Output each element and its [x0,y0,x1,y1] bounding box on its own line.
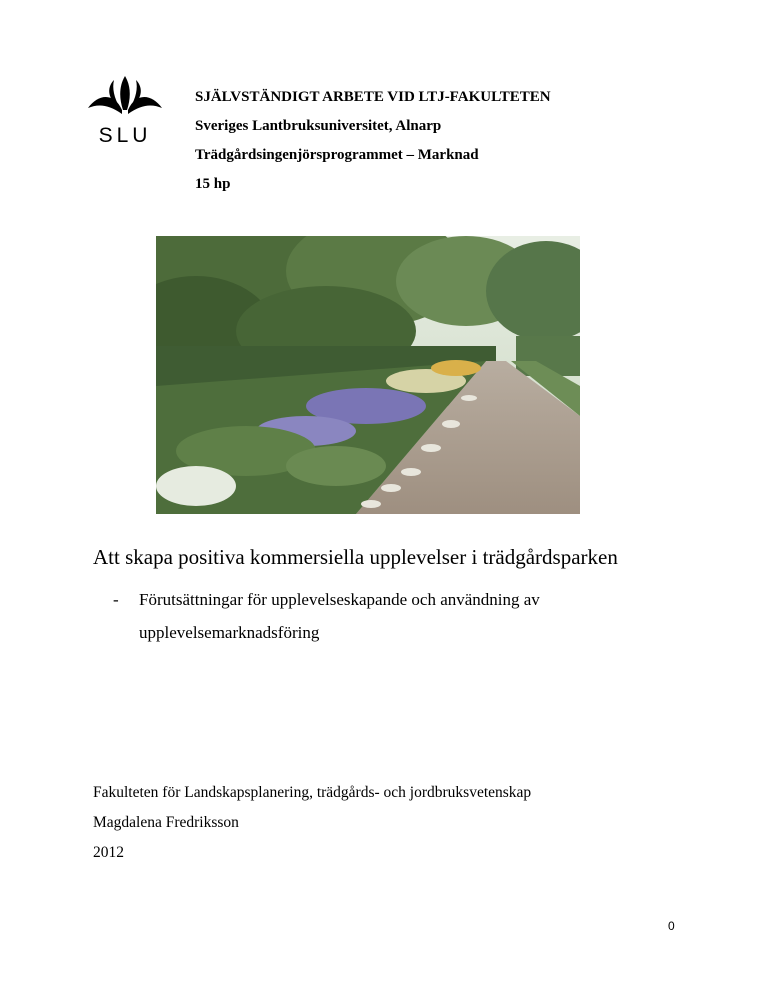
faculty-name: Fakulteten för Landskapsplanering, trädgårds- och jordbruksvetenskap [93,784,532,801]
header-programme-line: Trädgårdsingenjörsprogrammet – Marknad [195,147,479,163]
header-faculty-line: SJÄLVSTÄNDIGT ARBETE VID LTJ-FAKULTETEN [195,89,551,105]
logo-text: SLU [98,124,152,147]
subtitle-line-2: upplevelsemarknadsföring [139,623,320,642]
subtitle-dash: - [113,590,119,609]
garden-path-photo [156,236,580,514]
page-number: 0 [668,919,675,933]
author-name: Magdalena Fredriksson [93,814,239,831]
header-credits-line: 15 hp [195,176,231,192]
thesis-subtitle [93,583,540,649]
slu-leaf-logo-icon [86,74,164,124]
subtitle-line-1: Förutsättningar för upplevelseskapande och användning av [139,590,540,609]
publication-year: 2012 [93,844,124,861]
thesis-title: Att skapa positiva kommersiella upplevelser i trädgårdsparken [93,545,618,569]
footer-block [93,778,531,868]
header-university-line: Sveriges Lantbruksuniversitet, Alnarp [195,118,442,134]
slu-logo [86,74,164,154]
header-block [195,83,551,199]
